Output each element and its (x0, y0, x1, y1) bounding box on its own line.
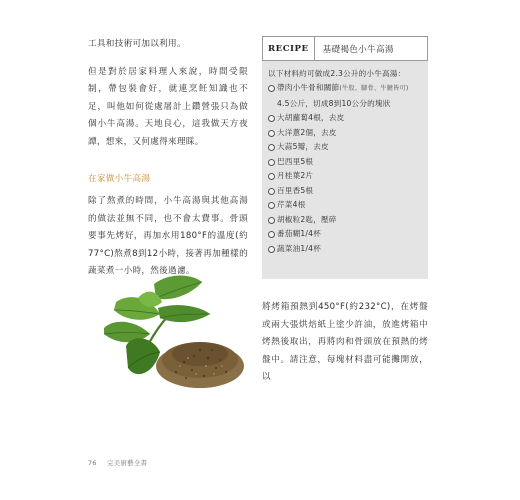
ingredient-text: 4.5公斤，切成8到10公分的塊狀 (277, 98, 391, 108)
ingredient-item (268, 140, 424, 155)
bullet-icon (268, 115, 275, 122)
ingredient-list (268, 81, 424, 256)
herb-illustration (96, 262, 252, 398)
recipe-tag: RECIPE (263, 37, 315, 60)
ingredient-text: 胡椒粒2匙，壓碎 (277, 214, 337, 224)
ingredient-item (268, 184, 424, 199)
ingredient-item (268, 81, 424, 97)
ingredient-item-sub (268, 97, 424, 112)
bullet-icon (268, 144, 275, 151)
paragraph-2: 但是對於居家料理人來說，時間受限制，帶包裝會好，就連烹飪知識也不足，叫他如何從處屠計上鑽營張只為做個小牛高湯。天地良心，這我做天方夜譚，想來，又何處得來理睬。 (88, 66, 248, 147)
book-title: 完美廚藝全書 (107, 459, 148, 467)
ingredient-text: 帶肉小牛骨和關節 (277, 83, 340, 92)
page-number: 76 (88, 459, 97, 467)
ingredient-item (268, 198, 424, 213)
ingredient-item (268, 111, 424, 126)
bullet-icon (268, 85, 275, 92)
ingredient-note: (牛股、腳骨、牛腱皆可) (339, 85, 409, 92)
bullet-icon (268, 173, 275, 180)
bullet-icon (268, 231, 275, 238)
bullet-icon (268, 130, 275, 137)
bullet-icon (268, 217, 275, 224)
ingredient-text: 大蒜5瓣，去皮 (277, 142, 329, 151)
ingredient-item (268, 227, 424, 242)
bullet-icon (268, 188, 275, 195)
section-heading: 在家做小牛高湯 (88, 174, 151, 184)
bullet-icon (268, 159, 275, 166)
ingredient-text: 大胡蘿蔔4根，去皮 (277, 113, 345, 122)
ingredient-text: 月桂葉2片 (277, 171, 314, 180)
recipe-body (262, 61, 428, 279)
recipe-header (262, 37, 428, 61)
ingredient-item (268, 126, 424, 141)
page-footer (88, 458, 147, 467)
left-column (88, 36, 248, 281)
ingredient-item (268, 213, 424, 228)
ingredient-text: 百里香5根 (277, 185, 314, 195)
ingredient-item (268, 155, 424, 170)
paragraph-3: 除了熬煮的時間，小牛高湯與其他高湯的做法並無不同，也不會太費事。骨頭要事先烤好，再加水用180°F的溫度(約77°C)熬煮8到12小時，接著再加種樣的蔬菜煮一小時，然後過濾。 (88, 196, 248, 276)
bullet-icon (268, 246, 275, 253)
paragraph-1: 工具和技術可加以利用。 (88, 39, 186, 49)
recipe-box (262, 36, 428, 279)
ingredient-text: 蔬菜油1/4杯 (277, 243, 321, 253)
recipe-intro: 以下材料約可做成2.3公升的小牛高湯： (268, 69, 406, 78)
ingredient-text: 芹菜4根 (277, 200, 306, 209)
ingredient-item (268, 242, 424, 257)
ingredient-item (268, 169, 424, 184)
ingredient-text: 大洋蔥2個，去皮 (277, 127, 337, 137)
recipe-title: 基礎褐色小牛高湯 (322, 44, 394, 55)
paragraph-right: 將烤箱預熱到450°F(約232°C)，在烤盤或兩大張烘焙紙上塗少許油，放進烤箱中烤熱後取出，再將肉和骨頭放在預熱的烤盤中。請注意，每塊材料盡可能攤開放，以 (262, 302, 428, 382)
ingredient-text: 巴西里5根 (277, 156, 314, 166)
ingredient-text: 番茄糊1/4杯 (277, 229, 321, 238)
bullet-icon (268, 202, 275, 209)
